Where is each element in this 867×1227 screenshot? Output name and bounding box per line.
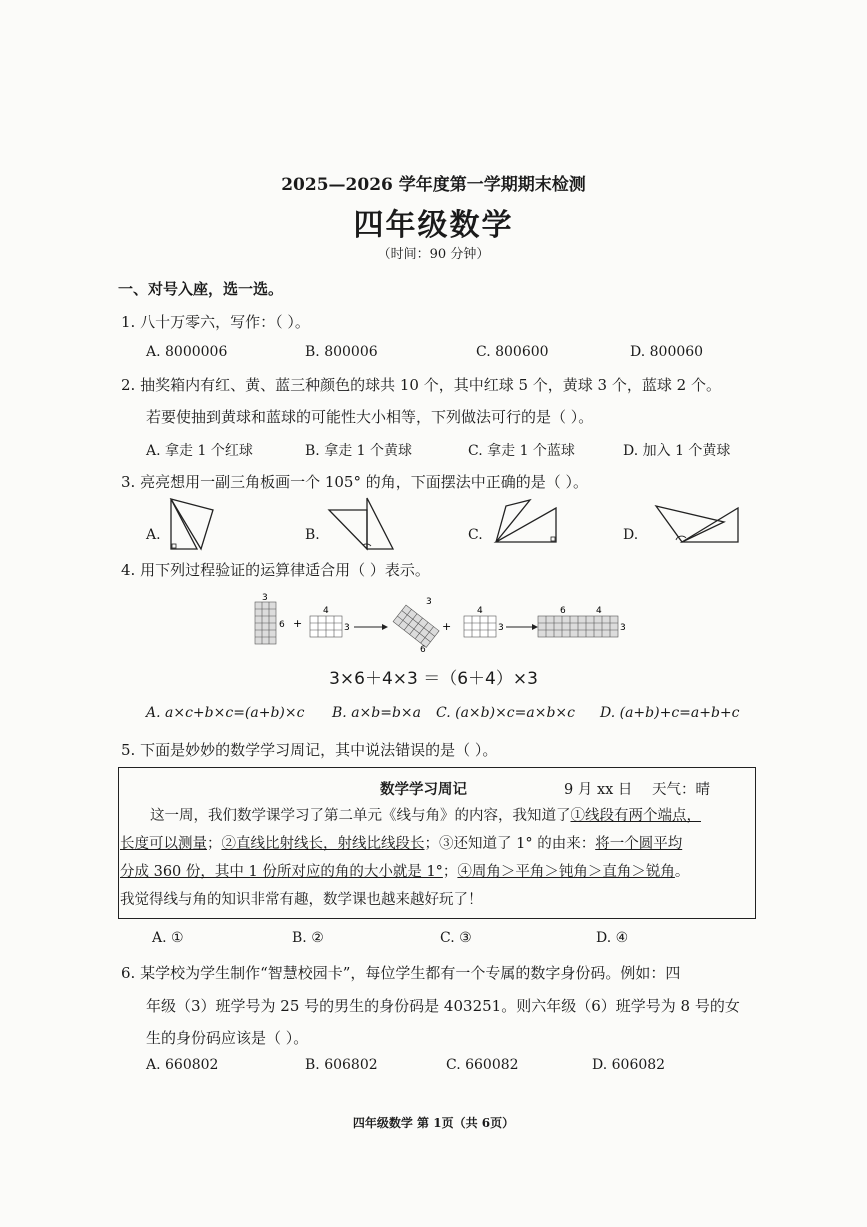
area-b-side-label: 3 <box>344 623 350 633</box>
diary-statement-3: 将一个圆平均 <box>595 836 683 852</box>
q2-option-d[interactable]: D. 加入 1 个黄球 <box>623 443 731 459</box>
q4-option-d[interactable]: D. (a+b)+c=a+b+c <box>600 705 740 721</box>
question-4-stem: 4. 用下列过程验证的运算律适合用（ ）表示。 <box>121 561 430 579</box>
triangle-set-d-diagram <box>652 496 742 552</box>
area-e-top6-label: 6 <box>560 606 566 616</box>
q6-option-a[interactable]: A. 660802 <box>146 1057 219 1073</box>
diary-line-3: 分成 360 份，其中 1 份所对应的角的大小就是 1°；④周角＞平角＞钝角＞直角＞锐角。 <box>120 864 690 880</box>
q4-option-a[interactable]: A. a×c+b×c=(a+b)×c <box>146 705 305 721</box>
diary-weather: 天气：晴 <box>652 782 710 798</box>
diary-statement-1: ①线段有两个端点， <box>570 808 701 824</box>
q3-option-b[interactable]: B. <box>305 527 320 543</box>
question-6-stem-line3: 生的身份码应该是（ ）。 <box>146 1029 309 1047</box>
q1-option-c[interactable]: C. 800600 <box>476 344 549 360</box>
diary-date: 9 月 xx 日 <box>564 782 633 798</box>
q6-option-d[interactable]: D. 606082 <box>592 1057 666 1073</box>
q1-option-a[interactable]: A. 8000006 <box>146 344 228 360</box>
q5-option-a[interactable]: A. ① <box>152 930 184 946</box>
q4-equation: 3×6＋4×3 ＝（6＋4）×3 <box>329 669 538 689</box>
triangle-set-b-diagram <box>325 496 397 552</box>
area-b-top-label: 4 <box>323 606 329 616</box>
triangle-set-a-diagram <box>165 496 225 552</box>
page-title: 四年级数学 <box>353 208 514 243</box>
question-1-stem: 1. 八十万零六，写作：（ ）。 <box>121 313 310 331</box>
area-a-top-label: 3 <box>262 593 268 603</box>
triangle-set-c-diagram <box>490 496 562 552</box>
question-5-stem: 5. 下面是妙妙的数学学习周记，其中说法错误的是（ ）。 <box>121 741 498 759</box>
question-6-stem-line2: 年级（3）班学号为 25 号的男生的身份码是 403251。则六年级（6）班学号为 8 号的女 <box>146 997 740 1015</box>
question-2-stem-line1: 2. 抽奖箱内有红、黄、蓝三种颜色的球共 10 个，其中红球 5 个，黄球 3 个，蓝球 2 个。 <box>121 376 721 394</box>
area-c-top-label: 3 <box>426 597 432 607</box>
area-plus-2: + <box>442 620 452 633</box>
diary-title: 数学学习周记 <box>380 781 467 798</box>
page-footer: 四年级数学 第 1页（共 6页） <box>352 1116 515 1130</box>
area-d-side-label: 3 <box>498 623 504 633</box>
diary-statement-4: ④周角＞平角＞钝角＞直角＞锐角 <box>457 864 675 880</box>
q2-option-a[interactable]: A. 拿走 1 个红球 <box>146 443 253 459</box>
area-e-top4-label: 4 <box>596 606 602 616</box>
question-2-stem-line2: 若要使抽到黄球和蓝球的可能性大小相等，下列做法可行的是（ ）。 <box>146 408 594 426</box>
q5-option-b[interactable]: B. ② <box>292 930 324 946</box>
diary-line-1: 这一周，我们数学课学习了第二单元《线与角》的内容，我知道了①线段有两个端点， <box>150 808 701 824</box>
question-6-stem-line1: 6. 某学校为学生制作“智慧校园卡”，每位学生都有一个专属的数字身份码。例如：四 <box>121 964 681 982</box>
area-model-diagram <box>250 590 630 660</box>
q2-option-b[interactable]: B. 拿走 1 个黄球 <box>305 443 412 459</box>
area-a-side-label: 6 <box>279 620 285 630</box>
area-d-top-label: 4 <box>477 606 483 616</box>
q4-option-b[interactable]: B. a×b=b×a <box>332 705 421 721</box>
diary-line-2: 长度可以测量；②直线比射线长，射线比线段长；③还知道了 1° 的由来：将一个圆平均 <box>120 836 683 852</box>
q3-option-a[interactable]: A. <box>146 527 161 543</box>
q3-option-d[interactable]: D. <box>623 527 639 543</box>
area-e-side-label: 3 <box>620 623 626 633</box>
diary-line-4: 我觉得线与角的知识非常有趣，数学课也越来越好玩了！ <box>120 892 483 908</box>
exam-duration: （时间：90 分钟） <box>377 247 490 262</box>
q5-option-d[interactable]: D. ④ <box>596 930 629 946</box>
q1-option-d[interactable]: D. 800060 <box>630 344 704 360</box>
q3-option-c[interactable]: C. <box>468 527 483 543</box>
q2-option-c[interactable]: C. 拿走 1 个蓝球 <box>468 443 575 459</box>
question-3-stem: 3. 亮亮想用一副三角板画一个 105° 的角，下面摆法中正确的是（ ）。 <box>121 473 589 491</box>
q6-option-b[interactable]: B. 606802 <box>305 1057 378 1073</box>
exam-term-heading: 2025—2026 学年度第一学期期末检测 <box>281 175 586 195</box>
q5-option-c[interactable]: C. ③ <box>440 930 472 946</box>
q4-option-c[interactable]: C. (a×b)×c=a×b×c <box>436 705 575 721</box>
q1-option-b[interactable]: B. 800006 <box>305 344 378 360</box>
q6-option-c[interactable]: C. 660082 <box>446 1057 519 1073</box>
diary-statement-2: ②直线比射线长，射线比线段长 <box>221 836 425 852</box>
area-plus-1: + <box>293 617 303 630</box>
section-heading: 一、对号入座，选一选。 <box>118 280 284 298</box>
area-c-side-label: 6 <box>420 645 426 655</box>
